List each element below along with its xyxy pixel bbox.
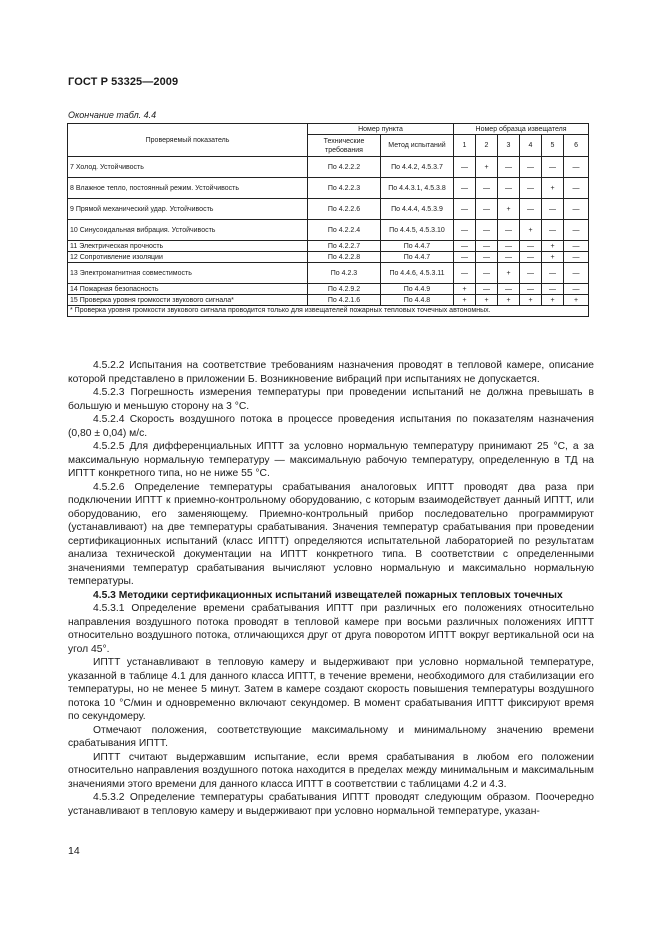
requirement-cell: По 4.2.9.2 [308, 284, 381, 295]
sample-mark-cell: + [498, 263, 520, 284]
sample-mark-cell: — [520, 284, 542, 295]
requirement-cell: По 4.2.2.7 [308, 241, 381, 252]
sample-mark-cell: + [542, 295, 564, 306]
sample-mark-cell: — [454, 263, 476, 284]
header-sample: 2 [476, 135, 498, 157]
paragraph: 4.5.3.1 Определение времени срабатывания ИПТТ при различных его положениях относительно направления воздушного потока проводят в тепловой камере при восьми различных положениях ИПТТ относительно воздушного потока, отличающихся друг от друга поворотом ИПТТ вокруг вертикальной оси на угол 45°. [68, 603, 594, 655]
paragraph: Отмечают положения, соответствующие максимальному и минимальному значению времени срабатывания ИПТТ. [68, 724, 594, 749]
table-caption: Окончание табл. 4.4 [68, 110, 157, 120]
requirement-cell: По 4.2.3 [308, 263, 381, 284]
table-row [68, 252, 589, 263]
sample-mark-cell: — [454, 199, 476, 220]
table-row [68, 220, 589, 241]
header-sample: 3 [498, 135, 520, 157]
sample-mark-cell: + [454, 295, 476, 306]
header-sample: 4 [520, 135, 542, 157]
sample-mark-cell: + [476, 295, 498, 306]
header-item-group: Номер пункта [308, 124, 454, 135]
method-cell: По 4.4.7 [381, 252, 454, 263]
header-sample: 6 [564, 135, 589, 157]
sample-mark-cell: — [454, 241, 476, 252]
sample-mark-cell: + [476, 157, 498, 178]
sample-mark-cell: — [564, 284, 589, 295]
header-method: Метод испытаний [381, 135, 454, 157]
sample-mark-cell: — [454, 252, 476, 263]
sample-mark-cell: — [564, 199, 589, 220]
header-sample: 1 [454, 135, 476, 157]
method-cell: По 4.4.3.1, 4.5.3.8 [381, 178, 454, 199]
requirement-cell: По 4.2.1.6 [308, 295, 381, 306]
sample-mark-cell: — [454, 157, 476, 178]
sample-mark-cell: — [564, 263, 589, 284]
indicator-cell: 12 Сопротивление изоляции [68, 252, 308, 263]
indicator-cell: 14 Пожарная безопасность [68, 284, 308, 295]
sample-mark-cell: — [520, 252, 542, 263]
sample-mark-cell: — [520, 178, 542, 199]
sample-mark-cell: — [564, 241, 589, 252]
sample-mark-cell: — [564, 178, 589, 199]
header-sample-group: Номер образца извещателя [454, 124, 589, 135]
indicator-cell: 13 Электромагнитная совместимость [68, 263, 308, 284]
test-matrix-table [67, 123, 589, 317]
indicator-cell: 8 Влажное тепло, постоянный режим. Устойчивость [68, 178, 308, 199]
header-requirements: Технические требования [308, 135, 381, 157]
table-body [68, 157, 589, 306]
method-cell: По 4.4.9 [381, 284, 454, 295]
sample-mark-cell: — [564, 252, 589, 263]
sample-mark-cell: — [476, 241, 498, 252]
standard-header: ГОСТ Р 53325—2009 [68, 76, 179, 88]
sample-mark-cell: — [498, 241, 520, 252]
sample-mark-cell: — [476, 220, 498, 241]
sample-mark-cell: — [520, 199, 542, 220]
sample-mark-cell: — [476, 199, 498, 220]
page-number: 14 [68, 845, 80, 857]
indicator-cell: 10 Синусоидальная вибрация. Устойчивость [68, 220, 308, 241]
sample-mark-cell: — [454, 178, 476, 199]
method-cell: По 4.4.5, 4.5.3.10 [381, 220, 454, 241]
table-row [68, 241, 589, 252]
sample-mark-cell: + [564, 295, 589, 306]
sample-mark-cell: — [454, 220, 476, 241]
section-heading: 4.5.3 Методики сертификационных испытаний извещателей пожарных тепловых точечных [93, 589, 563, 601]
sample-mark-cell: — [520, 263, 542, 284]
sample-mark-cell: + [498, 295, 520, 306]
sample-mark-cell: — [476, 263, 498, 284]
sample-mark-cell: — [520, 241, 542, 252]
sample-mark-cell: — [498, 252, 520, 263]
sample-mark-cell: — [542, 263, 564, 284]
sample-mark-cell: + [498, 199, 520, 220]
body-text [68, 359, 594, 818]
sample-mark-cell: — [498, 220, 520, 241]
requirement-cell: По 4.2.2.8 [308, 252, 381, 263]
sample-mark-cell: + [454, 284, 476, 295]
sample-mark-cell: + [542, 252, 564, 263]
sample-mark-cell: — [564, 220, 589, 241]
table-row [68, 284, 589, 295]
sample-mark-cell: + [542, 241, 564, 252]
table-footnote: * Проверка уровня громкости звукового сигнала проводится только для извещателей пожарных тепловых точечных автономных. [68, 306, 589, 317]
paragraph: 4.5.2.3 Погрешность измерения температуры при проведении испытаний не должна превышать в большую и меньшую сторону на 3 °С. [68, 387, 594, 412]
paragraph: 4.5.2.4 Скорость воздушного потока в процессе проведения испытания по показателям назначения (0,80 ± 0,04) м/с. [68, 414, 594, 439]
table-row [68, 263, 589, 284]
header-indicator: Проверяемый показатель [68, 124, 308, 157]
paragraph: 4.5.2.2 Испытания на соответствие требованиям назначения проводят в тепловой камере, описание которой представлено в приложении Б. Возникновение вибраций при испытаниях не допускается. [68, 360, 594, 385]
indicator-cell: 15 Проверка уровня громкости звукового сигнала* [68, 295, 308, 306]
indicator-cell: 9 Прямой механический удар. Устойчивость [68, 199, 308, 220]
sample-mark-cell: — [498, 284, 520, 295]
method-cell: По 4.4.8 [381, 295, 454, 306]
sample-mark-cell: + [542, 178, 564, 199]
paragraph: 4.5.2.6 Определение температуры срабатывания аналоговых ИПТТ проводят два раза при подключении ИПТТ к приемно-контрольному оборудованию, с которым взаимодействует данный ИПТТ, или оборудованию, его заменяющему. Приемно-контрольный прибор последовательно программируют (устанавливают) на две температуры срабатывания. Значения температур срабатывания при проведении сертификационных испытаний (класс ИПТТ) определяются испытательной лабораторией по результатам анализа технической документации на ИПТТ конкретного типа. В соответствии с определенными значениями температур срабатывания вычисляют условно нормальную и максимально нормальную температуры. [68, 481, 594, 587]
requirement-cell: По 4.2.2.4 [308, 220, 381, 241]
table-row [68, 178, 589, 199]
sample-mark-cell: — [542, 157, 564, 178]
table-row [68, 295, 589, 306]
sample-mark-cell: + [520, 295, 542, 306]
sample-mark-cell: — [498, 178, 520, 199]
sample-mark-cell: — [476, 178, 498, 199]
sample-mark-cell: — [564, 157, 589, 178]
table-row [68, 199, 589, 220]
sample-mark-cell: — [520, 157, 542, 178]
sample-mark-cell: — [542, 220, 564, 241]
sample-mark-cell: — [542, 284, 564, 295]
sample-mark-cell: + [520, 220, 542, 241]
header-sample: 5 [542, 135, 564, 157]
table-row [68, 157, 589, 178]
requirement-cell: По 4.2.2.3 [308, 178, 381, 199]
method-cell: По 4.4.4, 4.5.3.9 [381, 199, 454, 220]
method-cell: По 4.4.7 [381, 241, 454, 252]
method-cell: По 4.4.6, 4.5.3.11 [381, 263, 454, 284]
sample-mark-cell: — [476, 284, 498, 295]
sample-mark-cell: — [542, 199, 564, 220]
requirement-cell: По 4.2.2.6 [308, 199, 381, 220]
sample-mark-cell: — [498, 157, 520, 178]
paragraph: 4.5.3.2 Определение температуры срабатывания ИПТТ проводят следующим образом. Поочередно устанавливают в тепловую камеру и выдерживают при условно нормальной температуре, указан- [68, 792, 594, 817]
method-cell: По 4.4.2, 4.5.3.7 [381, 157, 454, 178]
sample-mark-cell: — [476, 252, 498, 263]
requirement-cell: По 4.2.2.2 [308, 157, 381, 178]
indicator-cell: 11 Электрическая прочность [68, 241, 308, 252]
indicator-cell: 7 Холод. Устойчивость [68, 157, 308, 178]
paragraph: 4.5.2.5 Для дифференциальных ИПТТ за условно нормальную температуру принимают 25 °С, а за максимальную нормальную температуру — максимальную рабочую температуру, определенную в ТД на ИПТТ конкретного типа, но не ниже 55 °С. [68, 441, 594, 479]
paragraph: ИПТТ устанавливают в тепловую камеру и выдерживают при условно нормальной температуре, указанной в таблице 4.1 для данного класса ИПТТ, в течение времени, необходимого для стабилизации его температуры, но не менее 5 минут. Затем в камере создают скорость повышения температуры воздушного потока 10 °С/мин и одновременно включают секундомер. В момент срабатывания ИПТТ фиксируют время по секундомеру. [68, 657, 594, 722]
paragraph: ИПТТ считают выдержавшим испытание, если время срабатывания в любом его положении относительно направления воздушного потока находится в пределах между минимальным и максимальным значениями этого времени для данного класса ИПТТ в соответствии с таблицами 4.2 и 4.3. [68, 751, 594, 790]
